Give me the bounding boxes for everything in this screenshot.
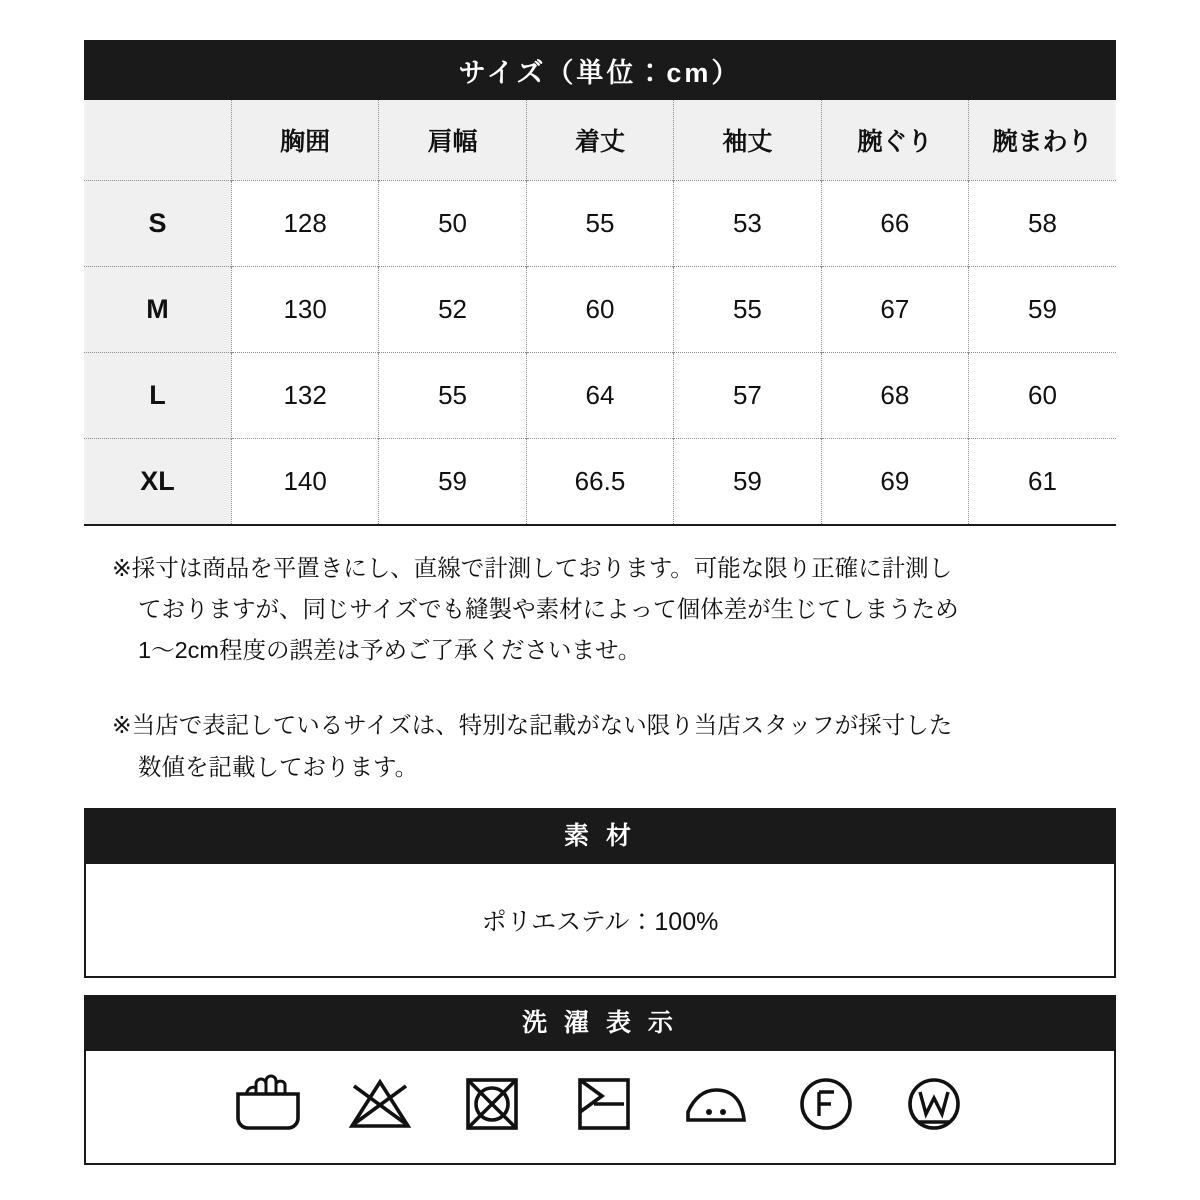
size-table-corner-cell (84, 100, 231, 180)
cell-xl-sleeve: 59 (674, 438, 821, 524)
cell-l-armhole: 68 (821, 352, 968, 438)
dry-clean-f-icon (790, 1072, 862, 1141)
size-table-block (84, 40, 1116, 526)
cell-m-armhole: 67 (821, 266, 968, 352)
note1-line3: 1〜2cm程度の誤差は予めご了承くださいませ。 (138, 637, 642, 664)
material-block (84, 808, 1116, 978)
cell-s-sleeve: 53 (674, 180, 821, 266)
cell-m-shoulder: 52 (379, 266, 526, 352)
row-header-l: L (84, 352, 231, 438)
size-table-title-row (84, 40, 1116, 100)
column-header-shoulder: 肩幅 (379, 100, 526, 180)
cell-l-armcircum: 60 (969, 352, 1116, 438)
column-header-armcircum: 腕まわり (969, 100, 1116, 180)
flat-dry-shade-icon (566, 1072, 642, 1141)
cell-m-length: 60 (526, 266, 673, 352)
size-table (84, 40, 1116, 524)
cell-s-armcircum: 58 (969, 180, 1116, 266)
cell-m-sleeve: 55 (674, 266, 821, 352)
no-tumble-dry-icon (454, 1072, 530, 1141)
column-header-armhole: 腕ぐり (821, 100, 968, 180)
material-title: 素 材 (86, 808, 1114, 864)
cell-m-armcircum: 59 (969, 266, 1116, 352)
column-header-length: 着丈 (526, 100, 673, 180)
note1-line1: ※採寸は商品を平置きにし、直線で計測しております。可能な限り正確に計測し (112, 555, 953, 581)
cell-l-sleeve: 57 (674, 352, 821, 438)
row-header-xl: XL (84, 438, 231, 524)
note2-line1: ※当店で表記しているサイズは、特別な記載がない限り当店スタッフが採寸した (112, 712, 953, 739)
column-header-sleeve: 袖丈 (674, 100, 821, 180)
wash-care-icons (86, 1051, 1114, 1163)
note-staff-measured (112, 705, 1112, 787)
table-row (84, 352, 1116, 438)
table-row (84, 438, 1116, 524)
size-table-title: サイズ（単位：cm） (84, 40, 1116, 100)
cell-m-bust: 130 (231, 266, 378, 352)
wash-care-title: 洗 濯 表 示 (86, 995, 1114, 1051)
cell-l-length: 64 (526, 352, 673, 438)
wet-clean-w-icon (898, 1072, 970, 1141)
column-header-bust: 胸囲 (231, 100, 378, 180)
cell-xl-armhole: 69 (821, 438, 968, 524)
cell-l-shoulder: 55 (379, 352, 526, 438)
material-value: ポリエステル：100% (86, 864, 1114, 976)
cell-s-bust: 128 (231, 180, 378, 266)
hand-wash-icon (230, 1072, 306, 1141)
table-row (84, 266, 1116, 352)
cell-l-bust: 132 (231, 352, 378, 438)
row-header-m: M (84, 266, 231, 352)
cell-s-shoulder: 50 (379, 180, 526, 266)
cell-xl-length: 66.5 (526, 438, 673, 524)
cell-xl-bust: 140 (231, 438, 378, 524)
cell-xl-armcircum: 61 (969, 438, 1116, 524)
table-row (84, 180, 1116, 266)
no-bleach-icon (342, 1072, 418, 1141)
row-header-s: S (84, 180, 231, 266)
size-table-header-row (84, 100, 1116, 180)
note1-line2: ておりますが、同じサイズでも縫製や素材によって個体差が生じてしまうため (138, 596, 959, 623)
iron-low-icon (678, 1072, 754, 1141)
measurement-notes (112, 548, 1112, 822)
note2-line2: 数値を記載しております。 (138, 753, 419, 780)
note-measurement (112, 548, 1112, 671)
cell-s-length: 55 (526, 180, 673, 266)
cell-s-armhole: 66 (821, 180, 968, 266)
cell-xl-shoulder: 59 (379, 438, 526, 524)
wash-care-block (84, 995, 1116, 1165)
